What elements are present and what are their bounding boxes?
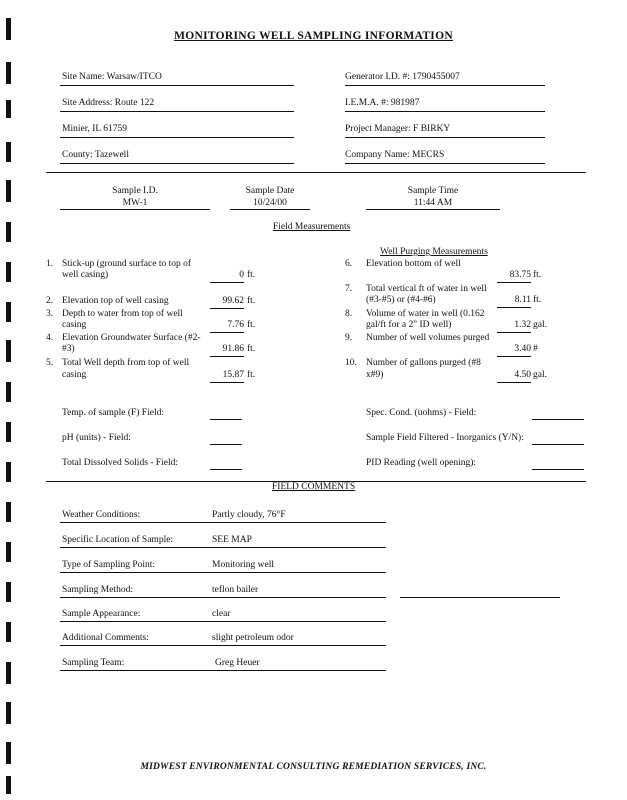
comment-value: clear <box>212 609 231 619</box>
binder-mark <box>6 502 11 522</box>
sample-time-value: 11:44 AM <box>413 198 453 208</box>
comment-value: Greg Heuer <box>215 658 260 668</box>
item-label: #3) <box>62 344 75 354</box>
binder-mark <box>6 462 11 482</box>
iema-number: I.E.M.A. #: 981987 <box>345 98 420 108</box>
binder-mark <box>6 776 11 794</box>
item-number: 6. <box>345 259 353 269</box>
item-label: Total Well depth from top of well <box>62 358 190 368</box>
comment-label: Sampling Method: <box>62 585 133 595</box>
binder-mark <box>6 582 11 602</box>
comment-value: Monitoring well <box>212 560 275 570</box>
item-label: Elevation Groundwater Surface (#2- <box>62 333 201 343</box>
footer-company: MIDWEST ENVIRONMENTAL CONSULTING REMEDIATION SERVICES, INC. <box>140 762 487 772</box>
page-title: MONITORING WELL SAMPLING INFORMATION <box>174 30 453 42</box>
company-name: Company Name: MECRS <box>345 150 445 160</box>
binder-mark <box>6 340 11 362</box>
item-value: 4.50 <box>514 370 531 380</box>
binder-mark <box>6 542 11 562</box>
item-label: Elevation top of well casing <box>62 296 169 306</box>
binder-mark <box>6 222 11 242</box>
item-value: 91.86 <box>222 344 244 354</box>
temp-field-label: Temp. of sample (F) Field: <box>62 408 164 418</box>
item-label: Depth to water from top of well <box>62 309 183 319</box>
item-label: Stick-up (ground surface to top of <box>62 259 192 269</box>
tds-field-label: Total Dissolved Solids - Field: <box>62 458 178 468</box>
sample-id-value: MW-1 <box>122 198 148 208</box>
city-state-zip: Minier, IL 61759 <box>62 124 127 134</box>
well-purging-heading: Well Purging Measurements <box>380 247 488 257</box>
binder-mark <box>6 262 11 282</box>
item-unit: ft. <box>247 320 256 330</box>
binder-mark <box>6 662 11 684</box>
binder-mark <box>6 702 11 724</box>
item-unit: gal. <box>533 320 547 330</box>
item-number: 4. <box>46 333 54 343</box>
comment-label: Sample Appearance: <box>62 609 141 619</box>
comment-value: slight petroleum odor <box>212 633 294 643</box>
comment-label: Specific Location of Sample: <box>62 535 174 545</box>
project-manager: Project Manager: F BIRKY <box>345 124 451 134</box>
item-label: gal/ft for a 2" ID well) <box>366 320 452 330</box>
item-value: 3.40 <box>514 344 531 354</box>
binder-mark <box>6 422 11 442</box>
item-unit: ft. <box>533 295 542 305</box>
sample-id-label: Sample I.D. <box>112 186 158 196</box>
sample-date-value: 10/24/00 <box>253 198 287 208</box>
item-number: 1. <box>46 259 54 269</box>
field-filtered-label: Sample Field Filtered - Inorganics (Y/N): <box>366 433 524 443</box>
county: County: Tazewell <box>62 150 129 160</box>
comment-label: Weather Conditions: <box>62 510 141 520</box>
item-number: 8. <box>345 309 353 319</box>
item-label: x#9) <box>366 370 384 380</box>
item-unit: gal. <box>533 370 547 380</box>
item-unit: ft. <box>247 270 256 280</box>
item-number: 7. <box>345 284 353 294</box>
binder-mark <box>6 180 11 202</box>
item-value: 8.11 <box>514 295 531 305</box>
field-comments-heading: FIELD COMMENTS <box>272 482 356 492</box>
item-value: 83.75 <box>509 270 531 280</box>
site-name: Site Name: Warsaw/ITCO <box>62 72 162 82</box>
binder-mark <box>6 742 11 764</box>
item-number: 2. <box>46 296 54 306</box>
item-label: Number of gallons purged (#8 <box>366 358 481 368</box>
sample-time-label: Sample Time <box>407 186 459 196</box>
generator-id: Generator I.D. #: 1790455007 <box>345 72 460 82</box>
binder-mark <box>6 302 11 322</box>
comment-value: SEE MAP <box>212 535 252 545</box>
item-unit: # <box>533 344 538 354</box>
comment-value: Partly cloudy, 76°F <box>212 510 286 520</box>
item-label: (#3-#5) or (#4-#6) <box>366 295 436 305</box>
item-value: 15.87 <box>222 370 244 380</box>
comment-label: Additional Comments: <box>62 633 149 643</box>
item-unit: ft. <box>533 270 542 280</box>
item-label: Total vertical ft of water in well <box>366 284 487 294</box>
item-unit: ft. <box>247 344 256 354</box>
item-label: casing <box>62 320 87 330</box>
sample-date-label: Sample Date <box>245 186 295 196</box>
pid-reading-label: PID Reading (well opening): <box>366 458 477 468</box>
item-number: 9. <box>345 333 353 343</box>
item-label: well casing) <box>62 270 109 280</box>
field-measurements-heading: Field Measurements <box>273 222 351 232</box>
site-address: Site Address: Route 122 <box>62 98 155 108</box>
item-number: 3. <box>46 309 54 319</box>
binder-mark <box>6 100 11 118</box>
binder-mark <box>6 382 11 402</box>
item-number: 5. <box>46 358 54 368</box>
binder-mark <box>6 142 11 162</box>
binder-mark <box>6 622 11 642</box>
item-label: Elevation bottom of well <box>366 259 461 269</box>
item-value: 7.76 <box>227 320 244 330</box>
item-value: 99.62 <box>222 296 244 306</box>
binder-mark <box>6 62 11 84</box>
item-value: 0 <box>239 270 244 280</box>
item-number: 10. <box>345 358 357 368</box>
item-label: Number of well volumes purged <box>366 333 490 343</box>
comment-label: Sampling Team: <box>62 658 125 668</box>
item-unit: ft. <box>247 296 256 306</box>
comment-value: teflon bailer <box>212 585 259 595</box>
item-unit: ft. <box>247 370 256 380</box>
spec-cond-label: Spec. Cond. (uohms) - Field: <box>366 408 477 418</box>
ph-field-label: pH (units) - Field: <box>62 433 131 443</box>
item-label: Volume of water in well (0.162 <box>366 309 485 319</box>
item-label: casing <box>62 370 87 380</box>
item-value: 1.32 <box>514 320 531 330</box>
comment-label: Type of Sampling Point: <box>62 560 156 570</box>
